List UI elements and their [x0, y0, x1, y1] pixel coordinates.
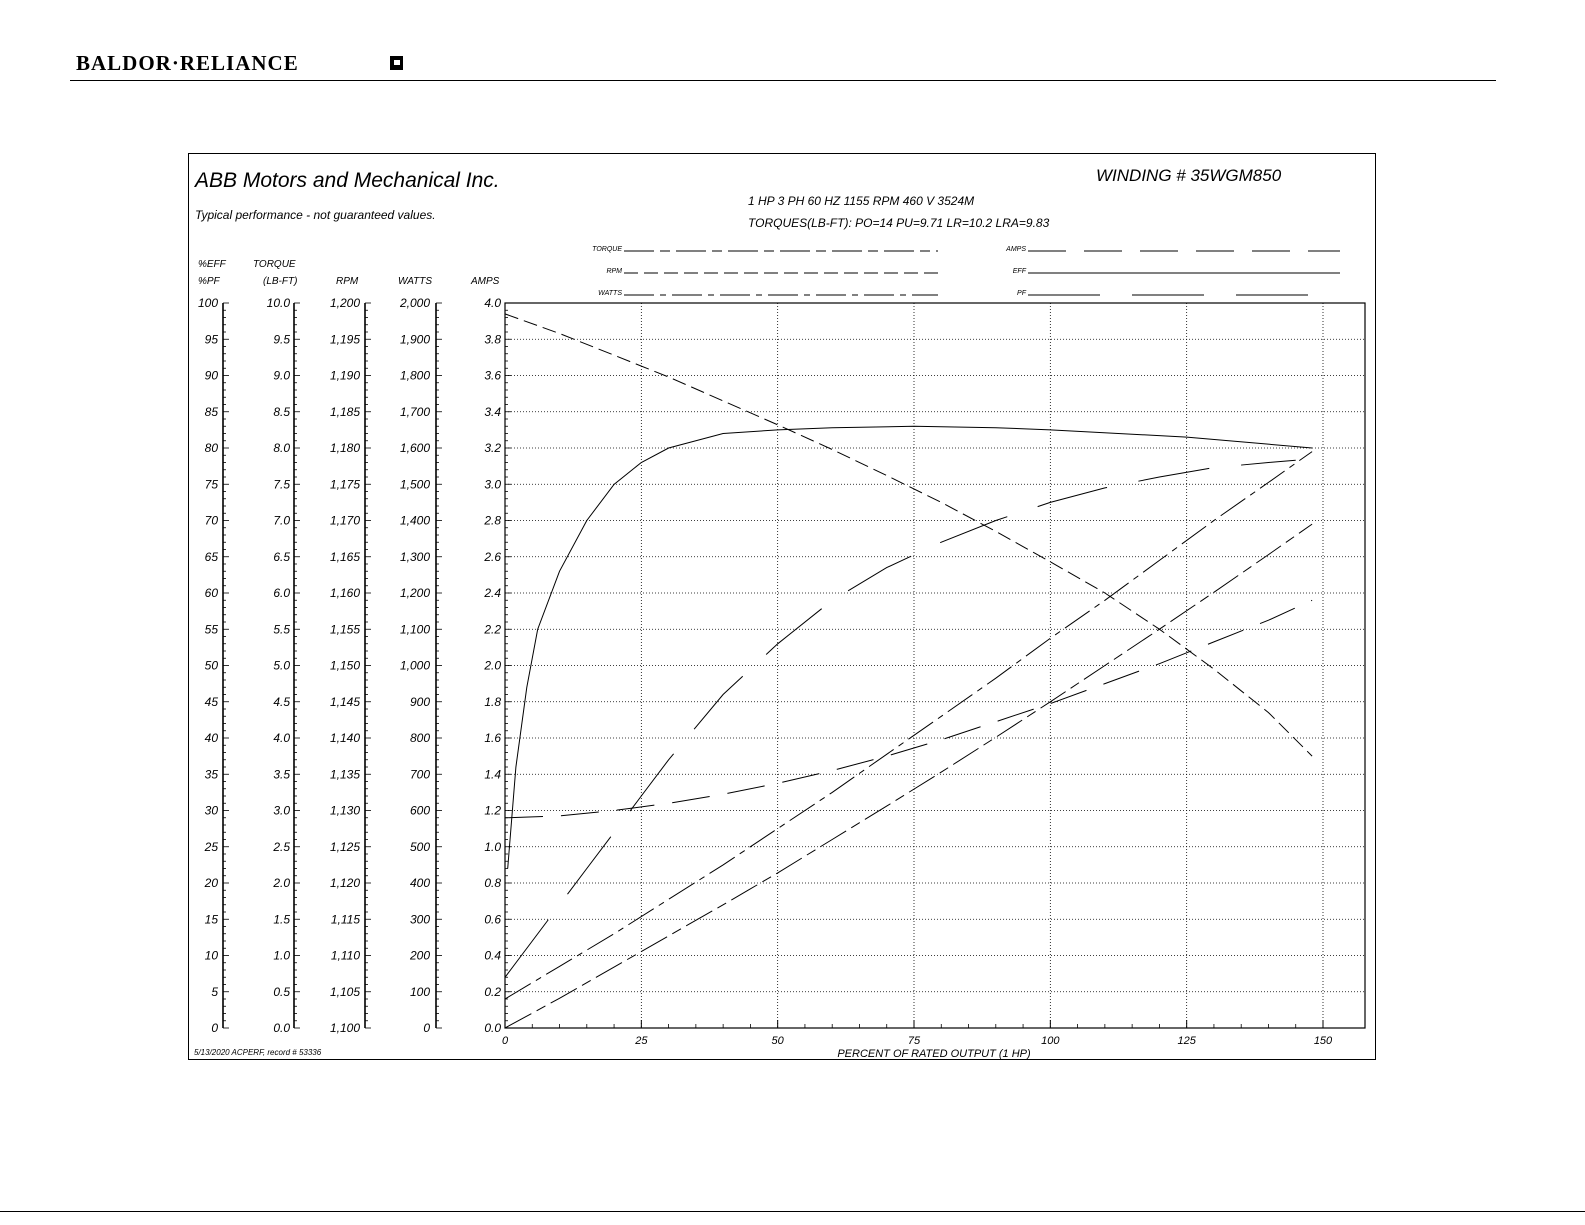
winding-label: WINDING # 35WGM850	[1096, 166, 1282, 185]
legend-label-rpm: RPM	[606, 268, 622, 275]
scale-label: 1,190	[329, 368, 360, 383]
scale-label: 75	[204, 477, 218, 492]
scale-label: 1,800	[399, 368, 430, 383]
scale-label: 3.0	[484, 477, 501, 492]
series-line-amps	[505, 600, 1312, 818]
scale-label: 1,140	[329, 731, 360, 745]
scale-header: %PF	[198, 276, 220, 287]
scale-label: 1,170	[329, 513, 360, 528]
scale-label: 1,180	[329, 441, 360, 455]
scale-header: (LB-FT)	[263, 276, 298, 287]
scale-label: 25	[204, 839, 218, 854]
scale-label: 1,145	[329, 694, 360, 709]
scale-label: 6.5	[273, 549, 290, 564]
value-scales	[198, 259, 511, 1035]
scale-label: 55	[204, 622, 218, 637]
scale-label: 1,130	[329, 803, 360, 818]
scale-label: 1.5	[273, 912, 290, 927]
scale-label: 1,600	[399, 441, 430, 455]
scale-label: 900	[409, 694, 430, 709]
x-tick-label: 150	[1313, 1035, 1333, 1047]
record-note: 5/13/2020 ACPERF, record # 53336	[194, 1048, 322, 1057]
series-line-eff	[508, 426, 1312, 868]
header-rule	[70, 80, 1496, 81]
scale-label: 4.0	[484, 296, 501, 310]
scale-label: 1,400	[399, 513, 430, 528]
scale-label: 2.8	[484, 513, 501, 528]
scale-label: 1,115	[330, 912, 360, 927]
scale-label: 400	[409, 876, 430, 890]
scale-label: 6.0	[273, 586, 290, 600]
scale-label: 0	[423, 1021, 430, 1035]
scale-label: 700	[409, 767, 430, 782]
scale-label: 70	[204, 513, 218, 528]
scale-label: 80	[204, 441, 218, 455]
scale-header-top: %EFF	[198, 259, 226, 270]
legend-label-amps: AMPS	[1006, 246, 1026, 253]
scale-label: 1,110	[330, 948, 360, 963]
scale-label: 1.0	[273, 948, 290, 963]
legend-label-eff: EFF	[1012, 268, 1026, 275]
scale-label: 65	[204, 549, 218, 564]
scale-label: 45	[204, 694, 218, 709]
legend-label-torque: TORQUE	[592, 246, 622, 253]
scale-label: 30	[204, 803, 218, 818]
scale-label: 2.2	[484, 622, 501, 637]
scale-label: 1,120	[329, 876, 360, 890]
scale-label: 9.5	[273, 332, 290, 347]
scale-label: 10	[204, 948, 218, 963]
scale-label: 9.0	[273, 368, 290, 383]
scale-label: 20	[204, 876, 218, 890]
scale-label: 95	[204, 332, 218, 347]
scale-label: 3.8	[484, 332, 501, 347]
scale-label: 1,165	[329, 549, 360, 564]
scale-label: 1,135	[329, 767, 360, 782]
legend-label-watts: WATTS	[598, 290, 622, 297]
chart-subtitle: Typical performance - not guaranteed values.	[195, 208, 436, 222]
legend-label-pf: PF	[1017, 290, 1026, 297]
scale-label: 1,195	[329, 332, 360, 347]
scale-header: WATTS	[398, 276, 433, 287]
chart-title: ABB Motors and Mechanical Inc.	[195, 169, 500, 192]
legend	[592, 246, 1340, 297]
scale-label: 2.6	[484, 549, 501, 564]
scale-label: 3.5	[273, 767, 290, 782]
scale-label: 3.2	[484, 441, 501, 455]
x-tick-label: 0	[501, 1035, 509, 1047]
scale-label: 2.0	[273, 876, 290, 890]
scale-header: AMPS	[471, 276, 500, 287]
scale-label: 5.5	[273, 622, 290, 637]
series-line-pf	[505, 460, 1296, 977]
scale-label: 8.5	[273, 404, 290, 419]
scale-label: 1,105	[329, 984, 360, 999]
scale-label: 1,100	[329, 1021, 360, 1035]
scale-label: 1,200	[329, 296, 360, 310]
scale-label: 5.0	[273, 658, 290, 673]
scale-label: 2,000	[399, 296, 430, 310]
torques-line: TORQUES(LB-FT): PO=14 PU=9.71 LR=10.2 LRA=9.83	[748, 216, 1050, 230]
scale-label: 1,185	[329, 404, 360, 419]
x-tick-label: 50	[771, 1035, 784, 1047]
scale-label: 1.8	[484, 694, 501, 709]
scale-header: RPM	[336, 276, 359, 287]
scale-label: 100	[409, 984, 430, 999]
scale-label: 1,100	[399, 622, 430, 637]
scale-label: 0	[211, 1021, 218, 1035]
x-tick-label: 25	[635, 1035, 648, 1047]
scale-label: 800	[409, 731, 430, 745]
scale-label: 7.5	[273, 477, 290, 492]
scale-label: 2.0	[484, 658, 501, 673]
x-tick-label: 100	[1041, 1035, 1060, 1047]
scale-label: 1.0	[484, 839, 501, 854]
rating-line: 1 HP 3 PH 60 HZ 1155 RPM 460 V 3524M	[748, 194, 975, 208]
scale-label: 4.5	[273, 694, 290, 709]
scale-label: 85	[204, 404, 218, 419]
baldor-reliance-logo	[76, 52, 416, 76]
x-axis-label: PERCENT OF RATED OUTPUT (1 HP)	[837, 1048, 1031, 1060]
x-tick-label: 75	[907, 1035, 921, 1047]
scale-label: 2.4	[484, 586, 501, 600]
scale-label: 2.5	[273, 839, 290, 854]
scale-label: 0.5	[273, 984, 290, 999]
scale-label: 3.4	[484, 404, 501, 419]
scale-label: 1,900	[399, 332, 430, 347]
scale-label: 1,300	[399, 549, 430, 564]
scale-label: 3.0	[273, 803, 290, 818]
scale-label: 1,000	[399, 658, 430, 673]
series-line-rpm	[505, 314, 1312, 756]
scale-label: 1.2	[484, 803, 501, 818]
series-lines	[505, 314, 1312, 1028]
scale-label: 40	[204, 731, 218, 745]
scale-label: 100	[197, 296, 218, 310]
scale-label: 1,125	[329, 839, 360, 854]
scale-label: 7.0	[273, 513, 290, 528]
performance-chart	[188, 153, 1376, 1060]
scale-label: 15	[204, 912, 218, 927]
scale-label: 600	[409, 803, 430, 818]
scale-label: 200	[409, 948, 430, 963]
scale-label: 0.6	[484, 912, 501, 927]
scale-label: 500	[409, 839, 430, 854]
scale-label: 3.6	[484, 368, 501, 383]
plot-area	[502, 303, 1365, 1047]
x-tick-label: 125	[1177, 1035, 1196, 1047]
svg-text:BALDOR·RELIANCE: BALDOR·RELIANCE	[76, 52, 299, 75]
scale-label: 0.2	[484, 984, 501, 999]
series-line-watts	[505, 452, 1312, 999]
scale-label: 5	[211, 984, 218, 999]
scale-label: 0.4	[484, 948, 501, 963]
scale-label: 300	[409, 912, 430, 927]
series-line-torque	[505, 524, 1312, 1028]
scale-label: 10.0	[266, 296, 290, 310]
scale-label: 0.0	[273, 1021, 290, 1035]
scale-label: 1.4	[484, 767, 501, 782]
scale-label: 4.0	[273, 731, 290, 745]
scale-label: 1,500	[399, 477, 430, 492]
scale-label: 1.6	[484, 731, 501, 745]
footer-rule	[0, 1211, 1585, 1212]
scale-label: 60	[204, 586, 218, 600]
scale-label: 1,700	[399, 404, 430, 419]
scale-label: 90	[204, 368, 218, 383]
scale-header-top: TORQUE	[253, 259, 296, 270]
scale-label: 0.8	[484, 876, 501, 890]
scale-label: 1,200	[399, 586, 430, 600]
scale-label: 1,155	[329, 622, 360, 637]
scale-label: 1,150	[329, 658, 360, 673]
scale-label: 1,175	[329, 477, 360, 492]
scale-label: 50	[204, 658, 218, 673]
scale-label: 8.0	[273, 441, 290, 455]
scale-label: 1,160	[329, 586, 360, 600]
scale-label: 0.0	[484, 1021, 501, 1035]
scale-label: 35	[204, 767, 218, 782]
